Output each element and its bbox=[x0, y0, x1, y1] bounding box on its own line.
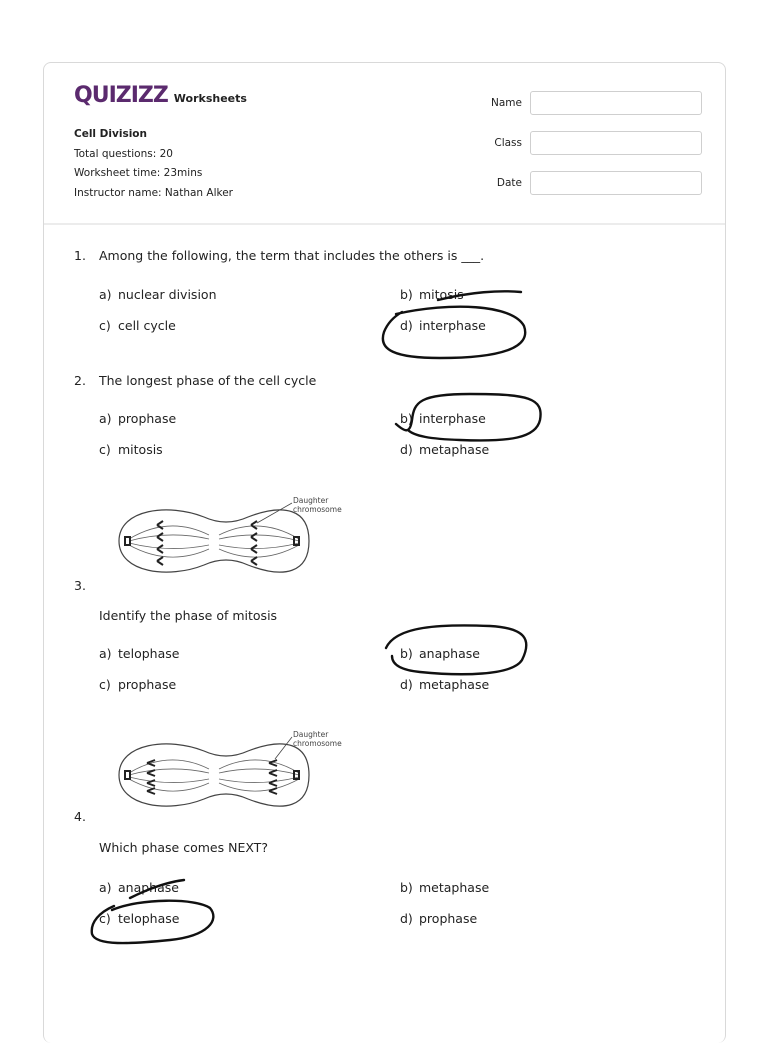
class-field[interactable] bbox=[530, 131, 702, 155]
option-text: anaphase bbox=[419, 646, 480, 661]
question-4-option-a[interactable] bbox=[99, 880, 179, 895]
option-text: metaphase bbox=[419, 677, 490, 692]
option-text: interphase bbox=[419, 411, 486, 426]
option-text: prophase bbox=[419, 911, 478, 926]
diagram-label-line-1: Daughter bbox=[293, 496, 329, 505]
name-field-row bbox=[464, 91, 702, 115]
question-2-option-b[interactable] bbox=[400, 411, 486, 426]
question-3-option-d[interactable] bbox=[400, 677, 489, 692]
class-label: Class bbox=[494, 137, 522, 149]
question-2-text: The longest phase of the cell cycle bbox=[99, 373, 317, 388]
option-text: anaphase bbox=[118, 880, 179, 895]
option-letter: b) bbox=[400, 287, 413, 302]
question-3-option-b[interactable] bbox=[400, 646, 480, 661]
option-letter: b) bbox=[400, 411, 413, 426]
option-text: cell cycle bbox=[118, 318, 176, 333]
name-field[interactable] bbox=[530, 91, 702, 115]
option-text: mitosis bbox=[419, 287, 464, 302]
option-text: metaphase bbox=[419, 442, 490, 457]
option-letter: c) bbox=[99, 911, 111, 926]
option-letter: d) bbox=[400, 318, 413, 333]
class-field-row bbox=[464, 131, 702, 155]
option-letter: a) bbox=[99, 287, 112, 302]
option-letter: a) bbox=[99, 411, 112, 426]
question-3-option-c[interactable] bbox=[99, 677, 176, 692]
option-text: nuclear division bbox=[118, 287, 217, 302]
worksheet-title: Cell Division bbox=[74, 128, 147, 140]
date-field[interactable] bbox=[530, 171, 702, 195]
question-1-option-c[interactable] bbox=[99, 318, 176, 333]
option-text: prophase bbox=[118, 411, 177, 426]
option-text: telophase bbox=[118, 646, 180, 661]
option-letter: a) bbox=[99, 880, 112, 895]
question-2-option-d[interactable] bbox=[400, 442, 489, 457]
diagram-label-line-2: chromosome bbox=[293, 739, 342, 748]
option-text: metaphase bbox=[419, 880, 490, 895]
option-letter: a) bbox=[99, 646, 112, 661]
question-1-text: Among the following, the term that includes the others is ___. bbox=[99, 248, 485, 263]
question-4-text: Which phase comes NEXT? bbox=[99, 840, 268, 855]
name-label: Name bbox=[491, 97, 522, 109]
question-1-option-a[interactable] bbox=[99, 287, 217, 302]
worksheet-meta bbox=[74, 125, 233, 203]
question-2-option-a[interactable] bbox=[99, 411, 176, 426]
worksheet-header bbox=[44, 63, 725, 225]
worksheet-card bbox=[43, 62, 726, 1043]
date-label: Date bbox=[496, 177, 522, 189]
option-letter: d) bbox=[400, 442, 413, 457]
question-3-text: Identify the phase of mitosis bbox=[99, 608, 278, 623]
option-text: mitosis bbox=[118, 442, 163, 457]
date-field-row bbox=[464, 171, 702, 195]
total-questions: Total questions: 20 bbox=[74, 147, 173, 160]
quizizz-logo bbox=[74, 83, 247, 108]
option-letter: b) bbox=[400, 880, 413, 895]
question-3-number: 3. bbox=[74, 578, 86, 593]
option-letter: c) bbox=[99, 442, 111, 457]
question-2-number: 2. bbox=[74, 373, 86, 388]
option-text: prophase bbox=[118, 677, 177, 692]
worksheet-time: Worksheet time: 23mins bbox=[74, 167, 203, 179]
brand-name: QUIZIZZ bbox=[74, 83, 168, 108]
diagram-label-line-2: chromosome bbox=[293, 505, 342, 514]
brand-subtitle: Worksheets bbox=[173, 92, 247, 105]
question-4-option-d[interactable] bbox=[400, 911, 477, 926]
option-letter: d) bbox=[400, 677, 413, 692]
option-letter: c) bbox=[99, 318, 111, 333]
option-letter: c) bbox=[99, 677, 111, 692]
option-text: telophase bbox=[118, 911, 180, 926]
question-2-option-c[interactable] bbox=[99, 442, 163, 457]
option-letter: d) bbox=[400, 911, 413, 926]
diagram-label-line-1: Daughter bbox=[293, 730, 329, 739]
question-1-number: 1. bbox=[74, 248, 86, 263]
question-4-option-c[interactable] bbox=[99, 911, 179, 926]
question-4-number: 4. bbox=[74, 809, 86, 824]
question-1-option-d[interactable] bbox=[400, 318, 486, 333]
question-3-option-a[interactable] bbox=[99, 646, 179, 661]
option-letter: b) bbox=[400, 646, 413, 661]
instructor-name: Instructor name: Nathan Alker bbox=[74, 186, 234, 199]
option-text: interphase bbox=[419, 318, 486, 333]
question-1-option-b[interactable] bbox=[400, 287, 464, 302]
anaphase-cell-diagram-2 bbox=[109, 729, 344, 821]
question-4-option-b[interactable] bbox=[400, 880, 489, 895]
anaphase-cell-diagram bbox=[109, 495, 344, 587]
